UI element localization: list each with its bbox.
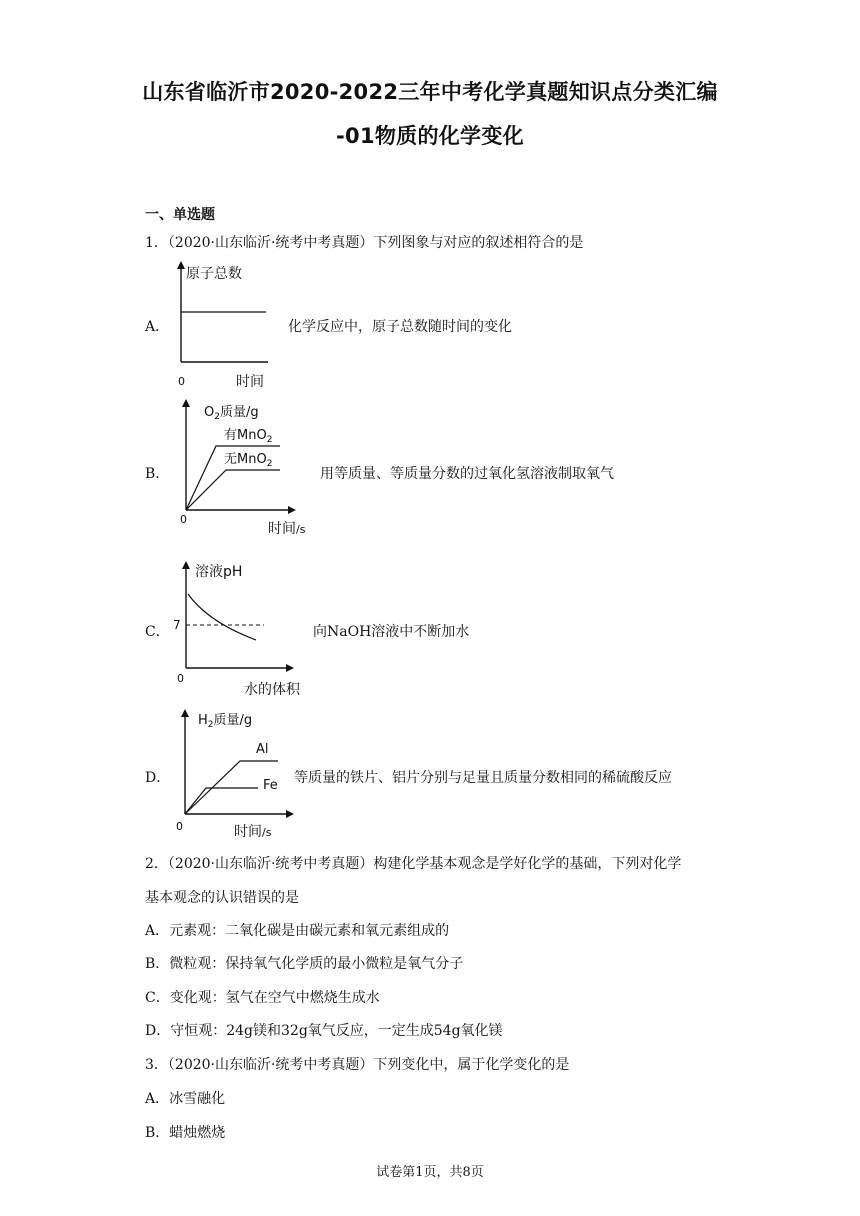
chart-b-label-without-mno2: 无MnO$_2$ [224,452,273,469]
chart-b-label-with-mno2: 有MnO$_2$ [224,428,273,445]
q2-option-a: A．元素观：二氧化碳是由碳元素和氧元素组成的 [145,923,450,939]
chart-b-o2-mass [172,396,322,536]
q2-option-d: D．守恒观：24g镁和32g氧气反应，一定生成54g氧化镁 [145,1023,503,1039]
q2-option-c: C．变化观：氢气在空气中燃烧生成水 [145,990,380,1006]
chart-c-ylabel: 溶液pH [195,564,243,580]
chart-c-origin: 0 [177,672,184,685]
chart-b-origin: 0 [180,513,187,526]
chart-b-series-without-catalyst [186,470,280,510]
chart-b-ylabel: $O_2$质量/g [204,405,259,422]
chart-b-xlabel: 时间/s [268,521,306,536]
q3-option-a: A．冰雪融化 [145,1091,226,1107]
chart-d-origin: 0 [176,820,183,833]
q2-stem-line2: 基本观念的认识错误的是 [145,890,299,906]
chart-c-ph [168,556,318,700]
document-title-line2: -01物质的化学变化 [336,124,524,148]
chart-c-xlabel: 水的体积 [244,682,300,698]
page-footer: 试卷第1页，共8页 [376,1165,484,1180]
q1-option-d-desc: 等质量的铁片、铝片分别与足量且质量分数相同的稀硫酸反应 [294,770,672,786]
document-title-line1: 山东省临沂市2020-2022三年中考化学真题知识点分类汇编 [142,80,718,104]
q1-option-b-letter: B． [145,466,170,482]
chart-d-y-arrow [181,709,189,717]
chart-c-x-arrow [286,664,294,672]
chart-a-atom-count [168,258,278,392]
chart-c-series-curve [188,594,256,640]
q3-option-b: B．蜡烛燃烧 [145,1125,226,1141]
q1-option-c-desc: 向NaOH溶液中不断加水 [313,624,470,640]
chart-a-ylabel: 原子总数 [186,266,242,282]
q2-option-b: B．微粒观：保持氧气化学质的最小微粒是氧气分子 [145,956,464,972]
chart-c-tick-7: 7 [173,618,181,632]
q1-option-b-desc: 用等质量、等质量分数的过氧化氢溶液制取氧气 [320,466,614,482]
q1-stem: 1．（2020·山东临沂·统考中考真题）下列图象与对应的叙述相符合的是 [145,235,584,251]
chart-a-xlabel: 时间 [236,374,264,390]
section-heading: 一、单选题 [145,207,215,223]
q1-option-c-letter: C． [145,624,170,640]
q3-stem: 3．（2020·山东临沂·统考中考真题）下列变化中，属于化学变化的是 [145,1057,570,1073]
chart-d-label-al: Al [256,742,269,757]
chart-d-ylabel: $H_2$质量/g [198,713,253,730]
q2-stem-line1: 2．（2020·山东临沂·统考中考真题）构建化学基本观念是学好化学的基础，下列对化学 [145,856,682,872]
chart-d-label-fe: Fe [263,778,278,793]
chart-a-y-arrow [177,261,185,269]
q1-option-d-letter: D． [145,770,171,786]
chart-d-series-fe [185,788,258,814]
chart-a-origin: 0 [178,375,185,388]
chart-d-x-arrow [286,810,294,818]
chart-b-y-arrow [182,399,190,407]
chart-c-y-arrow [182,561,190,569]
chart-b-x-arrow [288,506,296,514]
q1-option-a-letter: A． [145,319,170,335]
q1-option-a-desc: 化学反应中，原子总数随时间的变化 [288,319,512,335]
chart-d-xlabel: 时间/s [234,824,272,840]
